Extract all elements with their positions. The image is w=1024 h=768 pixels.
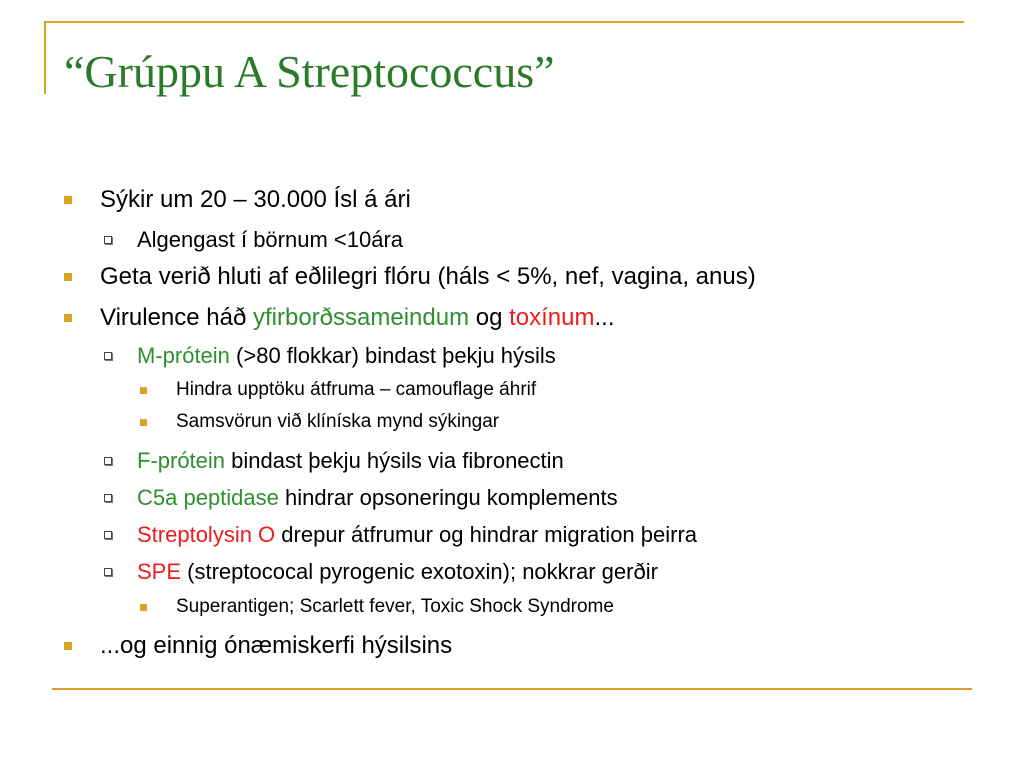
square-bullet-icon — [64, 642, 72, 650]
bullet-text: Hindra upptöku átfruma – camouflage áhrif — [176, 379, 537, 400]
bullet-item — [100, 185, 411, 215]
bullet-text: Superantigen; Scarlett fever, Toxic Shock Syndrome — [176, 596, 614, 617]
bullet-text-suffix: ... — [594, 304, 615, 331]
sub-bullet-item — [137, 484, 618, 512]
highlight-surface-molecules: yfirborðssameindum — [253, 304, 470, 331]
square-bullet-icon — [140, 419, 147, 426]
slide-title: “Grúppu A Streptococcus” — [64, 46, 555, 97]
bullet-text: Samsvörun við klíníska mynd sýkingar — [176, 411, 500, 432]
bullet-text-suffix: (streptococal pyrogenic exotoxin); nokkrar gerðir — [181, 559, 658, 584]
highlight-streptolysin-o: Streptolysin O — [137, 522, 276, 547]
hollow-square-bullet-icon — [104, 494, 112, 502]
bullet-text: Sýkir um 20 – 30.000 Ísl á ári — [100, 186, 411, 213]
bullet-item — [100, 303, 615, 333]
hollow-square-bullet-icon — [104, 236, 112, 244]
bullet-text-suffix: (>80 flokkar) bindast þekju hýsils — [229, 343, 556, 368]
square-bullet-icon — [140, 604, 147, 611]
square-bullet-icon — [64, 196, 72, 204]
bullet-text-suffix: drepur átfrumur og hindrar migration þeirra — [275, 522, 698, 547]
square-bullet-icon — [64, 314, 72, 322]
hollow-square-bullet-icon — [104, 531, 112, 539]
bullet-text-suffix: bindast þekju hýsils via fibronectin — [225, 448, 564, 473]
highlight-f-protein: F-prótein — [137, 448, 226, 473]
highlight-spe: SPE — [137, 559, 182, 584]
sub-sub-bullet-item — [176, 410, 499, 434]
sub-bullet-item — [137, 447, 564, 475]
highlight-m-protein: M-prótein — [137, 343, 230, 368]
bullet-text-middle: og — [469, 304, 510, 331]
square-bullet-icon — [64, 273, 72, 281]
sub-bullet-item — [137, 342, 556, 370]
sub-bullet-item — [137, 558, 658, 586]
sub-bullet-item — [137, 226, 403, 254]
bullet-text-prefix: Virulence háð — [100, 304, 253, 331]
bullet-item — [100, 631, 452, 661]
bullet-text: Geta verið hluti af eðlilegri flóru (háls < 5%, nef, vagina, anus) — [100, 263, 756, 290]
hollow-square-bullet-icon — [104, 568, 112, 576]
highlight-toxins: toxínum — [509, 304, 595, 331]
highlight-c5a-peptidase: C5a peptidase — [137, 485, 279, 510]
bullet-text: Algengast í börnum <10ára — [137, 227, 404, 252]
hollow-square-bullet-icon — [104, 352, 112, 360]
hollow-square-bullet-icon — [104, 457, 112, 465]
sub-bullet-item — [137, 521, 697, 549]
bullet-text: ...og einnig ónæmiskerfi hýsilsins — [100, 632, 453, 659]
bullet-text-suffix: hindrar opsoneringu komplements — [278, 485, 618, 510]
square-bullet-icon — [140, 387, 147, 394]
bullet-item — [100, 262, 756, 292]
sub-sub-bullet-item — [176, 595, 614, 619]
sub-sub-bullet-item — [176, 378, 536, 402]
